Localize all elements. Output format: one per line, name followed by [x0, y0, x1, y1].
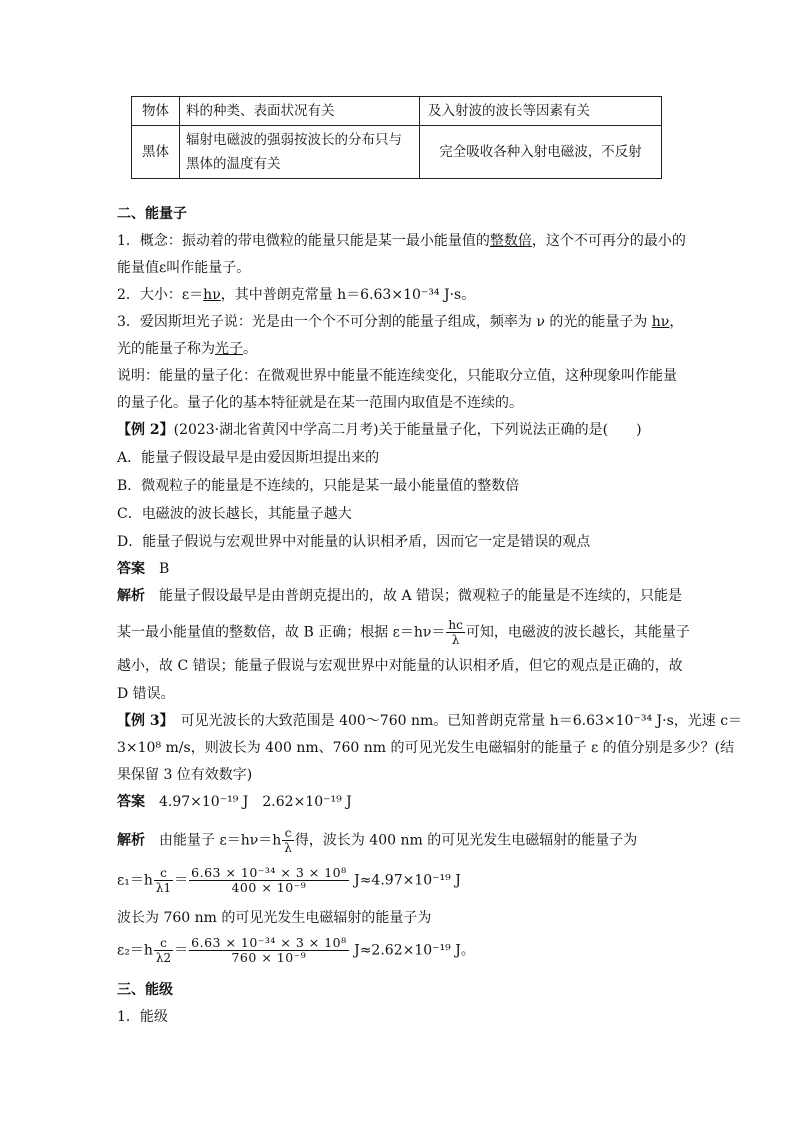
example-stem: 3×10⁸ m/s，则波长为 400 nm、760 nm 的可见光发生电磁辐射的能量子 ε 的值分别是多少？(结	[117, 740, 735, 756]
analysis-line: 波长为 760 nm 的可见光发生电磁辐射的能量子为	[117, 910, 432, 926]
table-cell	[180, 126, 420, 179]
analysis-label: 解析	[117, 588, 145, 604]
answer-line: 答案 B	[117, 561, 170, 577]
answer-label: 答案	[117, 794, 145, 810]
paragraph-line: 光的能量子称为光子。	[117, 341, 257, 357]
fraction: $\frac{\text{6.63 × 10⁻³⁴ × 3 × 10⁸}}{\text{400 × 10⁻⁹}}$	[191, 865, 347, 895]
paragraph-line: 2．大小：ε＝hν，其中普朗克常量 h＝6.63×10⁻³⁴ J·s。	[117, 287, 476, 303]
fraction: $\frac{\text{6.63 × 10⁻³⁴ × 3 × 10⁸}}{\text{760 × 10⁻⁹}}$	[191, 935, 347, 965]
paragraph-line: 1．概念：振动着的带电微粒的能量只能是某一最小能量值的整数倍，这个不可再分的最小的	[117, 233, 686, 249]
paragraph-line: 3．爱因斯坦光子说：光是由一个个不可分割的能量子组成，频率为 ν 的光的能量子为 hν，	[117, 314, 684, 330]
table-cell: 及入射波的波长等因素有关	[420, 97, 662, 126]
fraction: $\frac{hc}{\lambda}$	[448, 618, 463, 647]
equation-line: ε₂＝h $\frac{c}{\lambda 2}$ ＝ $\frac{\text{6.63 × 10⁻³⁴ × 3 × 10⁸}}{\text{760 × 10⁻⁹}}$ J≈2.62×10⁻¹⁹ J。	[117, 935, 475, 965]
table-cell: 物体	[132, 97, 180, 126]
analysis-line: D 错误。	[117, 686, 175, 702]
table-cell: 完全吸收各种入射电磁波，不反射	[420, 126, 662, 179]
underlined-answer: hν	[203, 287, 221, 303]
example-stem: 果保留 3 位有效数字)	[117, 767, 253, 783]
table-row	[132, 97, 662, 126]
section-heading: 三、能级	[117, 982, 173, 998]
property-table	[131, 96, 662, 179]
option-c: C．电磁波的波长越长，其能量子越大	[117, 506, 352, 522]
table-cell: 黑体	[132, 126, 180, 179]
fraction: $\frac{c}{\lambda 1}$	[155, 866, 172, 895]
analysis-line: 某一最小能量值的整数倍，故 B 正确；根据 ε＝hν＝ $\frac{hc}{\lambda}$ 可知，电磁波的波长越长，其能量子	[117, 618, 690, 647]
section-heading: 二、能量子	[117, 206, 187, 222]
paragraph-line: 1．能级	[117, 1009, 168, 1025]
option-d: D．能量子假说与宏观世界中对能量的认识相矛盾，因而它一定是错误的观点	[117, 534, 591, 550]
option-a: A．能量子假设最早是由爱因斯坦提出来的	[117, 450, 380, 466]
cell-line: 辐射电磁波的强弱按波长的分布只与	[186, 132, 402, 148]
table-cell: 料的种类、表面状况有关	[180, 97, 420, 126]
note-line: 的量子化。量子化的基本特征就是在某一范围内取值是不连续的。	[117, 395, 523, 411]
underlined-answer: hν	[651, 314, 670, 330]
analysis-line: 越小，故 C 错误；能量子假说与宏观世界中对能量的认识相矛盾，但它的观点是正确的，故	[117, 658, 683, 674]
underlined-answer: 光子	[215, 341, 243, 357]
paragraph-line: 能量值ε叫作能量子。	[117, 260, 251, 276]
option-b: B．微观粒子的能量是不连续的，只能是某一最小能量值的整数倍	[117, 478, 520, 494]
note-line: 说明：能量的量子化：在微观世界中能量不能连续变化，只能取分立值，这种现象叫作能量	[117, 368, 677, 384]
analysis-label: 解析	[117, 832, 145, 849]
analysis-line: 解析 由能量子 ε＝hν＝h $\frac{c}{\lambda}$ 得，波长为 400 nm 的可见光发生电磁辐射的能量子为	[117, 826, 638, 855]
example-tag: 【例 2】	[117, 422, 174, 438]
analysis-line: 解析 能量子假设最早是由普朗克提出的，故 A 错误；微观粒子的能量是不连续的，只能是	[117, 588, 683, 604]
example-stem: 【例 2】(2023·湖北省黄冈中学高二月考)关于能量量子化，下列说法正确的是( )	[117, 422, 642, 438]
underlined-answer: 整数倍	[489, 233, 532, 249]
cell-line: 黑体的温度有关	[186, 156, 281, 172]
example-tag: 【例 3】	[117, 713, 167, 729]
answer-label: 答案	[117, 561, 145, 577]
fraction: $\frac{c}{\lambda 2}$	[155, 936, 172, 965]
equation-line: ε₁＝h $\frac{c}{\lambda 1}$ ＝ $\frac{\text{6.63 × 10⁻³⁴ × 3 × 10⁸}}{\text{400 × 10⁻⁹}}$ J≈4.97×10⁻¹⁹ J	[117, 865, 461, 895]
fraction: $\frac{c}{\lambda}$	[284, 826, 292, 855]
answer-line: 答案 4.97×10⁻¹⁹ J 2.62×10⁻¹⁹ J	[117, 794, 352, 810]
example-stem: 【例 3】 可见光波长的大致范围是 400～760 nm。已知普朗克常量 h＝6.63×10⁻³⁴ J·s，光速 c＝	[117, 713, 743, 729]
table-row	[132, 126, 662, 179]
